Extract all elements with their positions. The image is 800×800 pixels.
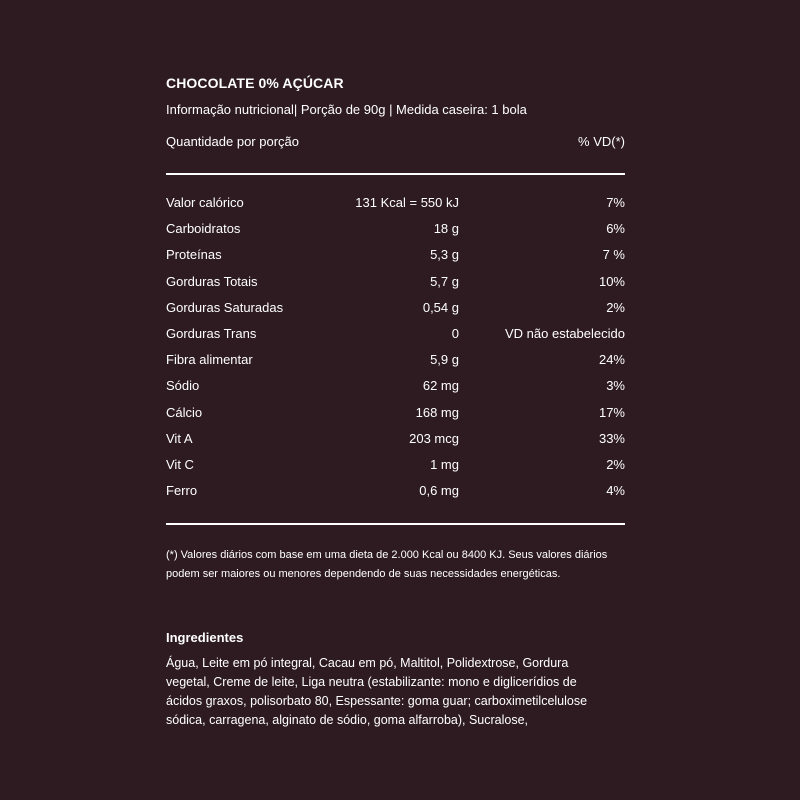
- ingredients-title: Ingredientes: [166, 630, 244, 645]
- nutrient-name: Proteínas: [166, 247, 222, 263]
- nutrient-vd: 7%: [606, 195, 625, 210]
- nutrient-vd: 6%: [606, 221, 625, 237]
- nutrition-table: [166, 194, 625, 508]
- nutrient-amount: 0,6 mg: [419, 483, 459, 499]
- nutrient-vd: 4%: [606, 483, 625, 499]
- nutrient-vd: 33%: [598, 430, 625, 446]
- nutrient-name: Vit A: [166, 430, 193, 446]
- nutrient-amount: 5,9 g: [430, 352, 459, 368]
- table-row: [166, 299, 625, 325]
- nutrient-amount: 1 mg: [430, 456, 459, 472]
- nutrient-amount: 62 mg: [422, 378, 459, 394]
- table-row: [166, 325, 625, 351]
- nutrient-vd: 3%: [606, 378, 625, 394]
- product-title: CHOCOLATE 0% AÇÚCAR: [166, 75, 344, 91]
- ingredients-text: Água, Leite em pó integral, Cacau em pó, Maltitol, Polidextrose, Gordura vegetal, Creme de leite, Liga neutra (estabilizante: mono e diglicerídios de ácidos graxos, polisorbato 80, Espessante: goma guar; carboximetilcelulose sódica, carragena, alginato de sódio, goma alfarroba), Sucralose,: [166, 656, 588, 727]
- nutrient-name: Cálcio: [166, 404, 203, 420]
- nutrient-vd: 2%: [606, 299, 625, 315]
- nutrient-name: Valor calórico: [166, 195, 244, 210]
- nutrition-subtitle: Informação nutricional| Porção de 90g | Medida caseira: 1 bola: [166, 102, 527, 117]
- nutrient-name: Gorduras Saturadas: [166, 299, 284, 315]
- nutrient-amount: 18 g: [433, 221, 459, 237]
- nutrient-vd: 24%: [598, 352, 625, 368]
- nutrient-amount: 168 mg: [415, 404, 459, 420]
- table-row: [166, 456, 625, 482]
- table-row: [166, 377, 625, 403]
- nutrient-amount: 131 Kcal = 550 kJ: [355, 195, 459, 210]
- top-divider: [166, 173, 625, 175]
- nutrient-amount: 0: [451, 325, 459, 341]
- nutrient-name: Ferro: [166, 483, 198, 499]
- bottom-divider: [166, 523, 625, 525]
- nutrient-amount: 203 mcg: [409, 430, 459, 446]
- nutrient-vd: 7 %: [602, 247, 625, 263]
- table-row: [166, 194, 625, 220]
- nutrient-amount: 0,54 g: [422, 299, 459, 315]
- vd-header: % VD(*): [578, 134, 625, 149]
- nutrient-name: Gorduras Totais: [166, 273, 258, 289]
- quantity-header: Quantidade por porção: [166, 134, 299, 149]
- nutrient-amount: 5,3 g: [430, 247, 459, 263]
- nutrient-name: Carboidratos: [166, 221, 241, 237]
- nutrient-vd: 2%: [606, 456, 625, 472]
- vd-footnote: (*) Valores diários com base em uma dieta de 2.000 Kcal ou 8400 KJ. Seus valores diários podem ser maiores ou menores dependendo de suas necessidades energéticas.: [166, 549, 608, 580]
- nutrient-vd: VD não estabelecido: [505, 325, 625, 341]
- nutrient-name: Vit C: [166, 456, 194, 472]
- table-row: [166, 273, 625, 299]
- table-row: [166, 482, 625, 508]
- nutrient-vd: 10%: [598, 273, 625, 289]
- nutrient-vd: 17%: [598, 404, 625, 420]
- table-row: [166, 351, 625, 377]
- table-row: [166, 246, 625, 272]
- nutrient-amount: 5,7 g: [430, 273, 459, 289]
- table-row: [166, 404, 625, 430]
- table-row: [166, 220, 625, 246]
- nutrient-name: Gorduras Trans: [166, 325, 257, 341]
- nutrient-name: Sódio: [166, 378, 200, 394]
- table-row: [166, 430, 625, 456]
- nutrient-name: Fibra alimentar: [166, 352, 253, 368]
